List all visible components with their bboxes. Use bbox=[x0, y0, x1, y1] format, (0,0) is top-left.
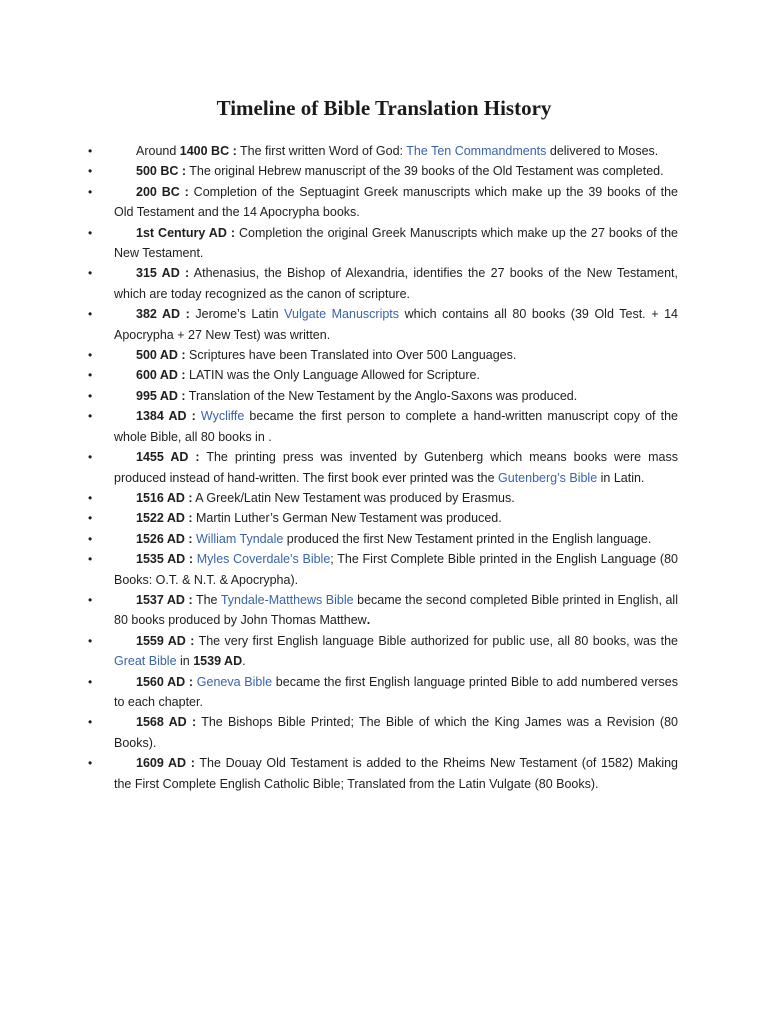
entry-text: Jerome’s Latin bbox=[189, 307, 285, 322]
entry-date: 1539 AD bbox=[193, 654, 243, 669]
entry-text: The bbox=[192, 592, 221, 607]
entry-text: became the first English language printed Bible to add numbered verses to each chapter. bbox=[114, 674, 678, 709]
bullet-dot-icon: • bbox=[88, 552, 93, 567]
timeline-entry bbox=[0, 141, 768, 161]
timeline-entry bbox=[0, 406, 768, 447]
entry-text: Completion of the Septuagint Greek manuscripts which make up the 39 books of the Old Testament and the 14 Apocrypha books. bbox=[114, 184, 678, 220]
timeline-entry bbox=[0, 672, 768, 713]
entry-text: delivered to Moses. bbox=[546, 144, 659, 158]
entry-link[interactable]: William Tyndale bbox=[196, 531, 284, 546]
bullet-dot-icon: • bbox=[88, 184, 93, 199]
timeline-list bbox=[0, 141, 768, 794]
entry-link[interactable]: Great Bible bbox=[114, 654, 177, 669]
entry-date: 500 BC : bbox=[136, 164, 187, 179]
entry-text: Martin Luther’s German New Testament was produced. bbox=[192, 511, 502, 526]
entry-date: 1455 AD : bbox=[136, 450, 200, 465]
timeline-entry bbox=[0, 590, 768, 631]
entry-link[interactable]: Gutenberg’s Bible bbox=[498, 470, 598, 485]
entry-bold-text: . bbox=[366, 613, 371, 628]
bullet-dot-icon: • bbox=[88, 144, 93, 158]
entry-link[interactable]: Tyndale-Matthews Bible bbox=[220, 592, 354, 607]
bullet-dot-icon: • bbox=[88, 633, 93, 648]
entry-text: The Douay Old Testament is added to the Rheims New Testament (of 1582) Making the First Complete English Catholic Bible; Translated from the Latin Vulgate (80 Books). bbox=[114, 756, 678, 791]
timeline-entry bbox=[0, 508, 768, 528]
entry-date: 315 AD : bbox=[136, 266, 190, 281]
entry-date: 1568 AD : bbox=[136, 715, 197, 730]
entry-text: Completion the original Greek Manuscripts which make up the 27 books of the New Testament. bbox=[114, 225, 679, 261]
entry-text: Athenasius, the Bishop of Alexandria, identifies the 27 books of the New Testament, which are today recognized as the canon of scripture. bbox=[114, 266, 678, 301]
timeline-entry bbox=[0, 549, 768, 590]
bullet-dot-icon: • bbox=[88, 307, 93, 322]
timeline-entry bbox=[0, 447, 768, 488]
bullet-dot-icon: • bbox=[88, 348, 93, 363]
entry-date: 600 AD : bbox=[136, 368, 186, 383]
bullet-dot-icon: • bbox=[88, 674, 93, 689]
entry-text: The very first English language Bible authorized for public use, all 80 books, was the bbox=[194, 633, 678, 648]
entry-text: Scriptures have been Translated into Over 500 Languages. bbox=[185, 348, 517, 363]
bullet-dot-icon: • bbox=[88, 756, 93, 771]
bullet-dot-icon: • bbox=[88, 715, 93, 730]
bullet-dot-icon: • bbox=[88, 450, 93, 465]
entry-date: 1522 AD : bbox=[136, 511, 193, 526]
entry-text: The Bishops Bible Printed; The Bible of which the King James was a Revision (80 Books). bbox=[114, 715, 678, 750]
bullet-dot-icon: • bbox=[88, 164, 93, 179]
entry-link[interactable]: Geneva Bible bbox=[196, 674, 273, 689]
entry-date: 1st Century AD : bbox=[136, 225, 236, 240]
timeline-entry bbox=[0, 345, 768, 365]
timeline-entry bbox=[0, 529, 768, 549]
entry-date: 382 AD : bbox=[136, 307, 190, 322]
timeline-entry bbox=[0, 386, 768, 406]
bullet-dot-icon: • bbox=[88, 368, 93, 383]
timeline-entry bbox=[0, 753, 768, 794]
entry-date: 995 AD : bbox=[136, 388, 186, 403]
entry-date: 1535 AD : bbox=[136, 552, 194, 567]
entry-link[interactable]: The Ten Commandments bbox=[406, 144, 547, 158]
entry-text: LATIN was the Only Language Allowed for Scripture. bbox=[185, 368, 480, 383]
bullet-dot-icon: • bbox=[88, 592, 93, 607]
entry-text: which contains all 80 books (39 Old Test. + 14 Apocrypha + 27 New Test) was written. bbox=[114, 307, 679, 342]
entry-link[interactable]: Myles Coverdale's Bible bbox=[196, 552, 331, 567]
timeline-entry bbox=[0, 263, 768, 304]
page-title: Timeline of Bible Translation History bbox=[216, 96, 552, 120]
bullet-dot-icon: • bbox=[88, 409, 93, 424]
entry-text: in bbox=[176, 654, 194, 669]
bullet-dot-icon: • bbox=[88, 388, 93, 403]
entry-date: 1560 AD : bbox=[136, 674, 194, 689]
timeline-entry bbox=[0, 631, 768, 672]
timeline-entry bbox=[0, 304, 768, 345]
entry-text: produced the first New Testament printed in the English language. bbox=[283, 531, 652, 546]
entry-text: became the second completed Bible printed in English, all 80 books produced by John Thomas Matthew bbox=[114, 592, 678, 628]
bullet-dot-icon: • bbox=[88, 531, 93, 546]
entry-date: 1400 BC : bbox=[179, 144, 237, 158]
entry-date: 1516 AD : bbox=[136, 490, 193, 505]
timeline-entry bbox=[0, 223, 768, 264]
bullet-dot-icon: • bbox=[88, 225, 93, 240]
entry-text: Translation of the New Testament by the Anglo-Saxons was produced. bbox=[185, 388, 578, 403]
entry-date: 1384 AD : bbox=[136, 409, 196, 424]
entry-link[interactable]: Vulgate Manuscripts bbox=[284, 307, 400, 322]
entry-date: 200 BC : bbox=[136, 184, 189, 199]
entry-text: ; The First Complete Bible printed in the English Language (80 Books: O.T. & N.T. & Apocrypha). bbox=[114, 552, 678, 587]
timeline-entry bbox=[0, 161, 768, 181]
entry-text: The original Hebrew manuscript of the 39 books of the Old Testament was completed. bbox=[186, 164, 664, 179]
entry-date: 1559 AD : bbox=[136, 633, 195, 648]
entry-date: 1609 AD : bbox=[136, 756, 195, 771]
bullet-dot-icon: • bbox=[88, 490, 93, 505]
timeline-entry bbox=[0, 712, 768, 753]
entry-date: 500 AD : bbox=[136, 348, 186, 363]
entry-link[interactable]: Wycliffe bbox=[200, 409, 245, 424]
entry-text: . bbox=[242, 654, 246, 669]
timeline-entry bbox=[0, 182, 768, 223]
entry-date: 1537 AD : bbox=[136, 592, 193, 607]
entry-text: in Latin. bbox=[597, 470, 645, 485]
entry-date: 1526 AD : bbox=[136, 531, 193, 546]
entry-text: A Greek/Latin New Testament was produced by Erasmus. bbox=[192, 490, 515, 505]
entry-text: The first written Word of God: bbox=[236, 144, 407, 158]
bullet-dot-icon: • bbox=[88, 511, 93, 526]
entry-text: Around bbox=[136, 144, 180, 158]
bullet-dot-icon: • bbox=[88, 266, 93, 281]
timeline-entry bbox=[0, 365, 768, 385]
entry-text: The printing press was invented by Gutenberg which means books were mass produced instead of hand-written. The first book ever printed was the bbox=[114, 450, 678, 485]
timeline-entry bbox=[0, 488, 768, 508]
entry-text: became the first person to complete a hand-written manuscript copy of the whole Bible, all 80 books in . bbox=[114, 409, 678, 444]
